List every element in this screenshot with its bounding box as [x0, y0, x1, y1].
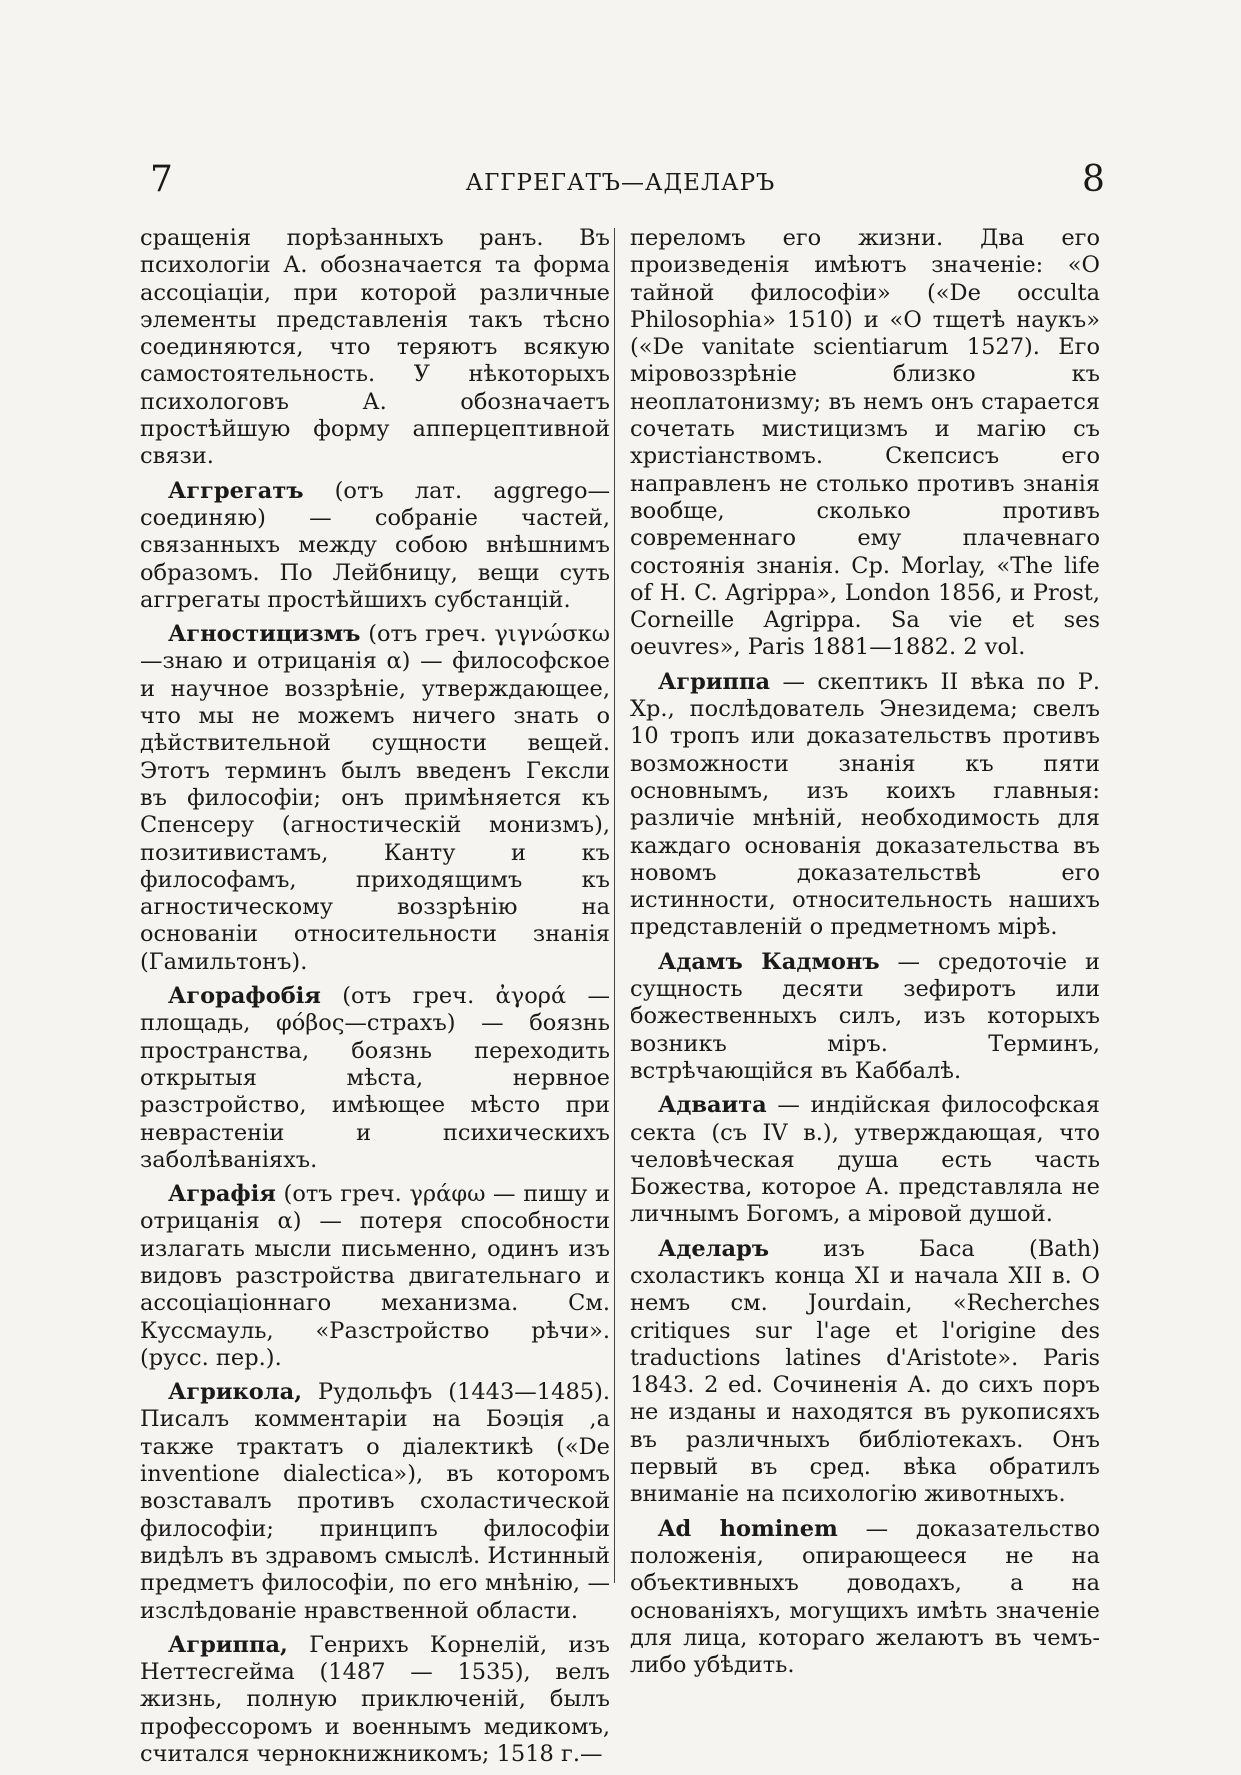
left-column [140, 225, 610, 1775]
entry-term: Адваита [658, 1092, 767, 1119]
entry-term: Адамъ Кадмонъ [658, 948, 880, 975]
column-divider [614, 228, 615, 1583]
entry-paragraph [630, 1516, 1100, 1680]
entry-text: — индійская философская секта (съ IV в.), утверждающая, что человѣческая душа есть часть Божества, которое А. представляла не личнымъ Богомъ, а міровой душой. [630, 1092, 1100, 1228]
entry-term: Ad hominem [658, 1515, 838, 1542]
entry-paragraph [140, 478, 610, 614]
right-column [630, 225, 1100, 1686]
entry-paragraph [140, 225, 610, 471]
entry-term: Аделаръ [658, 1235, 770, 1262]
entry-term: Агорафобія [168, 983, 321, 1010]
entry-paragraph [140, 983, 610, 1174]
running-head: АГГРЕГАТЪ—АДЕЛАРЪ [465, 170, 776, 196]
entry-paragraph [630, 669, 1100, 942]
page-number-right: 8 [1082, 159, 1105, 200]
entry-paragraph [630, 949, 1100, 1085]
entry-text: — доказательство положенія, опирающееся не на объективныхъ доводахъ, а на основаніяхъ, могущихъ имѣть значеніе для лица, котораго желаютъ въ чемъ-либо убѣдить. [630, 1515, 1100, 1679]
entry-term: Аггрегатъ [168, 477, 304, 504]
entry-paragraph [630, 1236, 1100, 1509]
entry-paragraph [140, 1379, 610, 1625]
entry-text: изъ Баса (Bath) схоластикъ конца XI и начала XII в. О немъ см. Jourdain, «Recherches critiques sur l'age et l'origine des traductions latines d'Aristote». Paris 1843. 2 ed. Сочиненія А. до сихъ поръ не изданы и находятся въ рукописяхъ въ различныхъ библіотекахъ. Онъ первый въ сред. вѣка обратилъ вниманіе на психологію животныхъ. [630, 1235, 1100, 1508]
entry-text: переломъ его жизни. Два его произведенія имѣютъ значеніе: «О тайной философіи» («De occulta Philosophia» 1510) и «О тщетѣ наукъ» («De vanitate scientiarum 1527). Его міровоззрѣніе близко къ неоплатонизму; въ немъ онъ старается сочетать мистицизмъ и магію съ христіанствомъ. Скепсисъ его направленъ не столько противъ знанія вообще, сколько противъ современнаго ему плачевнаго состоянія знанія. Ср. Morlay, «The life of H. C. Agrippa», London 1856, и Prost, Corneille Agrippa. Sa vie et ses oeuvres», Paris 1881—1882. 2 vol. [630, 225, 1100, 661]
entry-term: Аграфія [168, 1181, 276, 1208]
entry-text: (отъ греч. ἀγορά — площадь, φόβος—страхъ) — боязнь пространства, боязнь переходить открытыя мѣста, нервное разстройство, имѣющее мѣсто при неврастеніи и психическихъ заболѣваніяхъ. [140, 983, 610, 1173]
page-number-left: 7 [150, 159, 173, 200]
entry-text: (отъ греч. γιγνώσκω—знаю и отрицанія α) — философское и научное воззрѣніе, утверждающее, что мы не можемъ ничего знать о дѣйствительной сущности вещей. Этотъ терминъ былъ введенъ Гексли въ философіи; онъ примѣняется къ Спенсеру (агностическій монизмъ), позитивистамъ, Канту и къ философамъ, приходящимъ къ агностическому воззрѣнію на основаніи относительности знанія (Гамильтонъ). [140, 621, 610, 975]
entry-term: Агриппа [658, 668, 771, 695]
entry-paragraph [140, 1181, 610, 1372]
entry-text: (отъ греч. γράφω — пишу и отрицанія α) — потеря способности излагать мысли письменно, одинъ изъ видовъ разстройства двигательнаго и ассоціаціоннаго механизма. См. Куссмауль, «Разстройство рѣчи». (русс. пер.). [140, 1181, 610, 1371]
entry-paragraph [630, 1092, 1100, 1228]
entry-paragraph [630, 225, 1100, 662]
entry-text: сращенія порѣзанныхъ ранъ. Въ психологіи А. обозначается та форма ассоціаціи, при которой различные элементы представленія такъ тѣсно соединяются, что теряютъ всякую самостоятельность. У нѣкоторыхъ психологовъ А. обозначаетъ простѣйшую форму апперцептивной связи. [140, 225, 610, 470]
entry-text: Рудольфъ (1443—1485). Писалъ комментаріи на Боэція ,а также трактатъ о діалектикѣ («De inventione dialectica»), въ которомъ возставалъ противъ схоластической философіи; принципъ философіи видѣлъ въ здравомъ смыслѣ. Истинный предметъ философіи, по его мнѣнію, — изслѣдованіе нравственной области. [140, 1379, 610, 1624]
entry-term: Агриппа, [168, 1631, 288, 1658]
entry-text: Генрихъ Корнелій, изъ Неттесгейма (1487 — 1535), велъ жизнь, полную приключеній, былъ профессоромъ и военнымъ медикомъ, считался чернокнижникомъ; 1518 г.— [140, 1631, 610, 1768]
entry-text: — скептикъ II вѣка по Р. Хр., послѣдователь Энезидема; свелъ 10 тропъ или доказательствъ противъ возможности знанія къ пяти основнымъ, изъ коихъ главныя: различіе мнѣній, необходимость для каждаго основанія доказательства въ новомъ доказательствѣ его истинности, относительность нашихъ представленій о предметномъ мірѣ. [630, 668, 1100, 941]
entry-term: Агрикола, [168, 1379, 303, 1406]
entry-paragraph [140, 621, 610, 976]
entry-paragraph [140, 1632, 610, 1768]
entry-term: Агностицизмъ [168, 621, 361, 648]
entry-text: — средоточіе и сущность десяти зефиротъ или божественныхъ силъ, изъ которыхъ возникъ міръ. Терминъ, встрѣчающійся въ Каббалѣ. [630, 948, 1100, 1084]
entry-text: (отъ лат. aggrego—соединяю) — собраніе частей, связанныхъ между собою внѣшнимъ образомъ. По Лейбницу, вещи суть аггрегаты простѣйшихъ субстанцій. [140, 477, 610, 613]
